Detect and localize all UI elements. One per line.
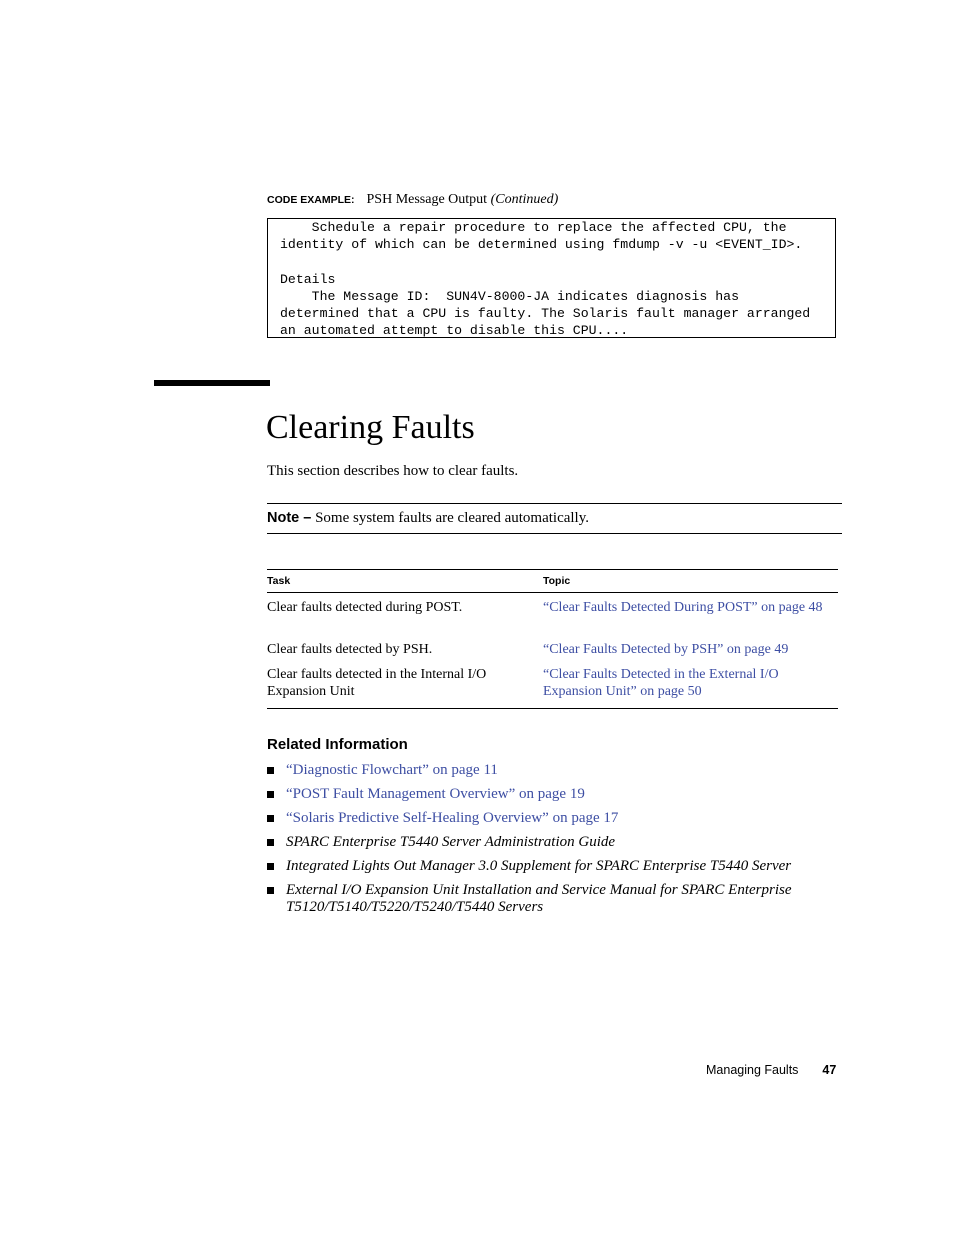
table-row xyxy=(267,666,838,708)
task-cell: Clear faults detected in the Internal I/O Expansion Unit xyxy=(267,667,487,699)
related-doc-title: Integrated Lights Out Manager 3.0 Supplement for SPARC Enterprise T5440 Server xyxy=(286,858,792,874)
code-line: determined that a CPU is faulty. The Solaris fault manager arranged xyxy=(280,306,811,322)
task-table xyxy=(267,569,838,709)
list-item xyxy=(267,762,847,779)
code-lines xyxy=(268,219,835,339)
bullet-icon xyxy=(267,791,274,798)
task-cell: Clear faults detected during POST. xyxy=(267,600,463,615)
bullet-icon xyxy=(267,767,274,774)
list-item xyxy=(267,882,847,916)
list-item xyxy=(267,786,847,803)
topic-link[interactable]: “Clear Faults Detected in the External I/O Expansion Unit” on page 50 xyxy=(543,667,779,699)
code-line: identity of which can be determined using fmdump -v -u <EVENT_ID>. xyxy=(280,237,803,253)
list-item xyxy=(267,810,847,827)
code-example-title: PSH Message Output xyxy=(366,192,488,207)
task-cell: Clear faults detected by PSH. xyxy=(267,642,433,657)
table-header xyxy=(267,569,838,593)
table-row xyxy=(267,641,838,666)
table-bottom-rule xyxy=(267,708,838,709)
note-text: Some system faults are cleared automatically. xyxy=(315,510,590,526)
related-link[interactable]: “Diagnostic Flowchart” on page 11 xyxy=(286,762,498,778)
page-footer xyxy=(706,1063,836,1077)
related-link[interactable]: “Solaris Predictive Self-Healing Overview” on page 17 xyxy=(286,810,619,826)
footer-chapter: Managing Faults xyxy=(706,1063,799,1077)
code-example-label: CODE EXAMPLE: xyxy=(267,194,355,206)
code-example-continued: (Continued) xyxy=(490,192,559,207)
note-box xyxy=(267,503,842,534)
related-heading: Related Information xyxy=(267,736,408,753)
list-item xyxy=(267,834,847,851)
code-line: The Message ID: SUN4V-8000-JA indicates diagnosis has xyxy=(280,288,739,304)
topic-link[interactable]: “Clear Faults Detected During POST” on page 48 xyxy=(543,600,823,615)
list-item xyxy=(267,858,847,875)
table-row xyxy=(267,599,838,641)
bullet-icon xyxy=(267,815,274,822)
related-doc-title: SPARC Enterprise T5440 Server Administration Guide xyxy=(286,834,616,850)
code-line: Details xyxy=(280,271,336,287)
code-block xyxy=(267,218,836,338)
code-line: Schedule a repair procedure to replace the affected CPU, the xyxy=(280,220,787,235)
header-task: Task xyxy=(267,575,291,587)
section-intro: This section describes how to clear faults. xyxy=(267,463,519,479)
section-title: Clearing Faults xyxy=(266,409,475,446)
bullet-icon xyxy=(267,839,274,846)
related-link[interactable]: “POST Fault Management Overview” on page 19 xyxy=(286,786,585,802)
related-doc-title: External I/O Expansion Unit Installation and Service Manual for SPARC Enterprise T5120/T5140/T5220/T5240/T5440 Servers xyxy=(286,882,792,915)
related-list xyxy=(267,762,847,923)
code-line: an automated attempt to disable this CPU.... xyxy=(280,323,629,339)
page-number: 47 xyxy=(822,1063,837,1077)
bullet-icon xyxy=(267,863,274,870)
section-rule xyxy=(154,380,270,386)
code-example-caption xyxy=(267,192,558,208)
note-label: Note – xyxy=(267,510,312,526)
bullet-icon xyxy=(267,887,274,894)
header-topic: Topic xyxy=(543,575,571,587)
topic-link[interactable]: “Clear Faults Detected by PSH” on page 49 xyxy=(543,642,789,657)
